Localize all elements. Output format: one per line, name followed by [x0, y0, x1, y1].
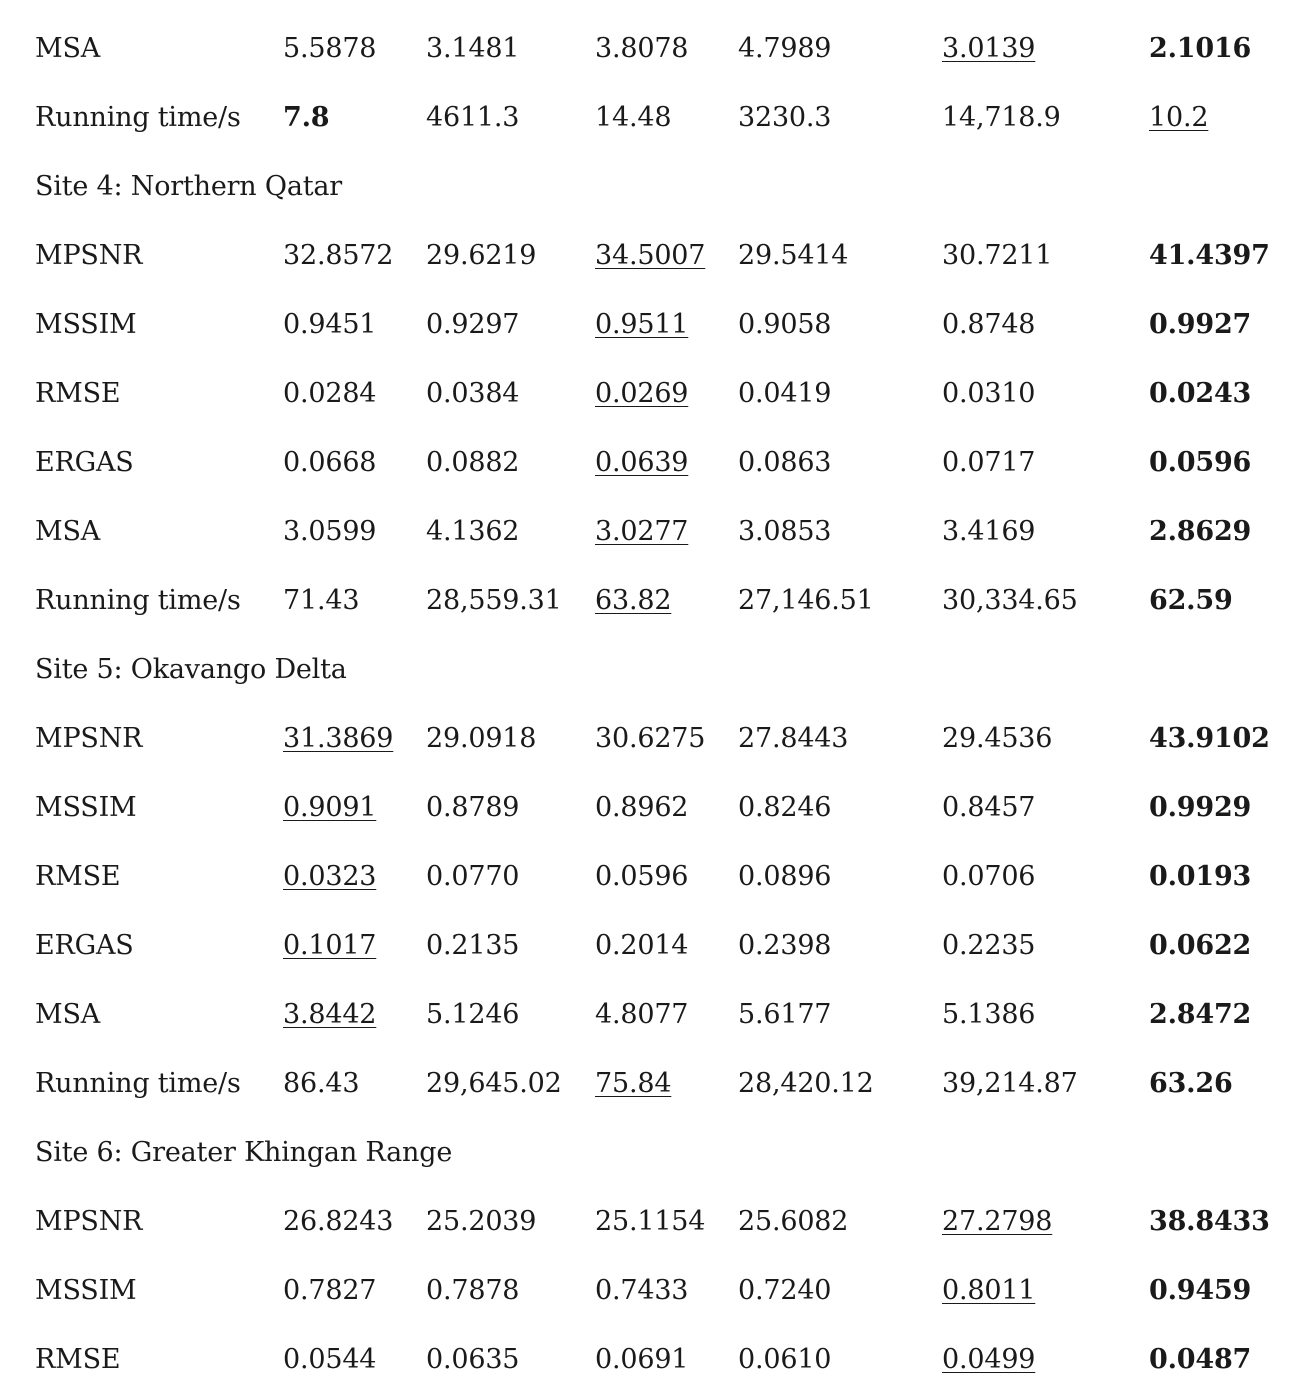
metric-label: RMSE [35, 1344, 121, 1375]
table-cell: 29,645.02 [426, 1068, 562, 1099]
table-cell: 0.9451 [283, 309, 377, 340]
metric-label: Running time/s [35, 1068, 241, 1099]
table-cell: 71.43 [283, 585, 360, 616]
table-cell: 0.7878 [426, 1275, 520, 1306]
table-cell: 3.8442 [283, 999, 377, 1030]
table-cell: 0.1017 [283, 930, 377, 961]
table-cell: 4611.3 [426, 102, 520, 133]
section-title: Site 4: Northern Qatar [35, 171, 342, 202]
table-cell: 0.0635 [426, 1344, 520, 1375]
table-cell: 5.1246 [426, 999, 520, 1030]
table-cell: 0.8011 [942, 1275, 1036, 1306]
table-cell: 4.1362 [426, 516, 520, 547]
table-cell: 0.2398 [738, 930, 832, 961]
table-cell: 34.5007 [595, 240, 706, 271]
table-cell: 0.0706 [942, 861, 1036, 892]
table-cell: 30.6275 [595, 723, 706, 754]
table-row [0, 221, 1300, 290]
table-cell: 30,334.65 [942, 585, 1078, 616]
section-header-row [0, 1118, 1300, 1187]
metric-label: ERGAS [35, 930, 134, 961]
table-cell: 63.82 [595, 585, 672, 616]
table-cell: 0.9927 [1149, 309, 1252, 340]
table-cell: 0.0610 [738, 1344, 832, 1375]
table-cell: 0.0544 [283, 1344, 377, 1375]
table-cell: 0.0596 [595, 861, 689, 892]
table-cell: 3.8078 [595, 33, 689, 64]
table-row [0, 83, 1300, 152]
table-cell: 38.8433 [1149, 1206, 1270, 1237]
table-cell: 31.3869 [283, 723, 394, 754]
table-cell: 0.0622 [1149, 930, 1252, 961]
table-row [0, 1325, 1300, 1394]
table-cell: 28,420.12 [738, 1068, 874, 1099]
table-cell: 25.2039 [426, 1206, 537, 1237]
metric-label: Running time/s [35, 102, 241, 133]
table-cell: 5.1386 [942, 999, 1036, 1030]
table-cell: 10.2 [1149, 102, 1209, 133]
table-cell: 3.4169 [942, 516, 1036, 547]
table-cell: 0.0193 [1149, 861, 1252, 892]
table-row [0, 1187, 1300, 1256]
table-cell: 5.5878 [283, 33, 377, 64]
results-table [0, 14, 1300, 1394]
table-cell: 3230.3 [738, 102, 832, 133]
table-row [0, 704, 1300, 773]
table-row [0, 911, 1300, 980]
table-cell: 7.8 [283, 102, 330, 133]
table-row [0, 566, 1300, 635]
table-cell: 29.5414 [738, 240, 849, 271]
table-cell: 3.1481 [426, 33, 520, 64]
table-row [0, 773, 1300, 842]
table-cell: 0.9459 [1149, 1275, 1252, 1306]
table-cell: 25.6082 [738, 1206, 849, 1237]
table-cell: 41.4397 [1149, 240, 1270, 271]
metric-label: MSSIM [35, 1275, 137, 1306]
table-cell: 0.0896 [738, 861, 832, 892]
table-cell: 0.2235 [942, 930, 1036, 961]
table-cell: 27.2798 [942, 1206, 1053, 1237]
metric-label: RMSE [35, 378, 121, 409]
metric-label: MPSNR [35, 1206, 143, 1237]
table-cell: 0.0770 [426, 861, 520, 892]
table-cell: 0.7827 [283, 1275, 377, 1306]
table-cell: 4.8077 [595, 999, 689, 1030]
table-cell: 0.0269 [595, 378, 689, 409]
table-cell: 0.0499 [942, 1344, 1036, 1375]
table-cell: 5.6177 [738, 999, 832, 1030]
table-cell: 0.7240 [738, 1275, 832, 1306]
table-cell: 29.0918 [426, 723, 537, 754]
table-cell: 3.0599 [283, 516, 377, 547]
table-cell: 0.0717 [942, 447, 1036, 478]
table-cell: 0.0863 [738, 447, 832, 478]
table-cell: 0.0284 [283, 378, 377, 409]
section-title: Site 6: Greater Khingan Range [35, 1137, 453, 1168]
table-cell: 29.4536 [942, 723, 1053, 754]
table-cell: 86.43 [283, 1068, 360, 1099]
table-cell: 3.0277 [595, 516, 689, 547]
metric-label: MSA [35, 33, 101, 64]
table-cell: 0.8457 [942, 792, 1036, 823]
table-cell: 62.59 [1149, 585, 1233, 616]
metric-label: MPSNR [35, 723, 143, 754]
metric-label: MSA [35, 999, 101, 1030]
table-cell: 39,214.87 [942, 1068, 1078, 1099]
table-row [0, 428, 1300, 497]
table-cell: 0.2135 [426, 930, 520, 961]
table-row [0, 14, 1300, 83]
table-row [0, 842, 1300, 911]
table-cell: 27,146.51 [738, 585, 874, 616]
metric-label: Running time/s [35, 585, 241, 616]
table-cell: 0.8789 [426, 792, 520, 823]
table-cell: 0.8962 [595, 792, 689, 823]
table-cell: 0.0310 [942, 378, 1036, 409]
table-row [0, 359, 1300, 428]
table-cell: 2.1016 [1149, 33, 1252, 64]
table-row [0, 497, 1300, 566]
table-cell: 32.8572 [283, 240, 394, 271]
section-header-row [0, 152, 1300, 221]
metric-label: MSSIM [35, 309, 137, 340]
table-cell: 0.0419 [738, 378, 832, 409]
table-cell: 25.1154 [595, 1206, 706, 1237]
table-row [0, 980, 1300, 1049]
table-cell: 27.8443 [738, 723, 849, 754]
table-cell: 29.6219 [426, 240, 537, 271]
table-row [0, 1049, 1300, 1118]
section-header-row [0, 635, 1300, 704]
table-cell: 0.0668 [283, 447, 377, 478]
table-cell: 14.48 [595, 102, 672, 133]
table-cell: 0.0882 [426, 447, 520, 478]
table-cell: 4.7989 [738, 33, 832, 64]
table-cell: 75.84 [595, 1068, 672, 1099]
section-title: Site 5: Okavango Delta [35, 654, 347, 685]
table-cell: 28,559.31 [426, 585, 562, 616]
table-cell: 3.0853 [738, 516, 832, 547]
table-cell: 0.9511 [595, 309, 689, 340]
table-cell: 0.0323 [283, 861, 377, 892]
table-cell: 0.0487 [1149, 1344, 1252, 1375]
table-cell: 30.7211 [942, 240, 1053, 271]
table-cell: 0.9058 [738, 309, 832, 340]
table-row [0, 290, 1300, 359]
table-cell: 0.7433 [595, 1275, 689, 1306]
table-cell: 0.9929 [1149, 792, 1252, 823]
table-cell: 0.0243 [1149, 378, 1252, 409]
table-cell: 0.9297 [426, 309, 520, 340]
table-cell: 14,718.9 [942, 102, 1061, 133]
table-cell: 26.8243 [283, 1206, 394, 1237]
metric-label: MPSNR [35, 240, 143, 271]
table-cell: 0.9091 [283, 792, 377, 823]
table-cell: 0.8748 [942, 309, 1036, 340]
table-cell: 0.0691 [595, 1344, 689, 1375]
table-row [0, 1256, 1300, 1325]
table-cell: 3.0139 [942, 33, 1036, 64]
table-cell: 0.2014 [595, 930, 689, 961]
metric-label: ERGAS [35, 447, 134, 478]
metric-label: RMSE [35, 861, 121, 892]
table-cell: 63.26 [1149, 1068, 1233, 1099]
table-cell: 2.8472 [1149, 999, 1252, 1030]
table-cell: 0.0596 [1149, 447, 1252, 478]
table-cell: 0.0384 [426, 378, 520, 409]
table-cell: 0.0639 [595, 447, 689, 478]
table-cell: 2.8629 [1149, 516, 1252, 547]
metric-label: MSA [35, 516, 101, 547]
metric-label: MSSIM [35, 792, 137, 823]
table-cell: 0.8246 [738, 792, 832, 823]
table-cell: 43.9102 [1149, 723, 1270, 754]
